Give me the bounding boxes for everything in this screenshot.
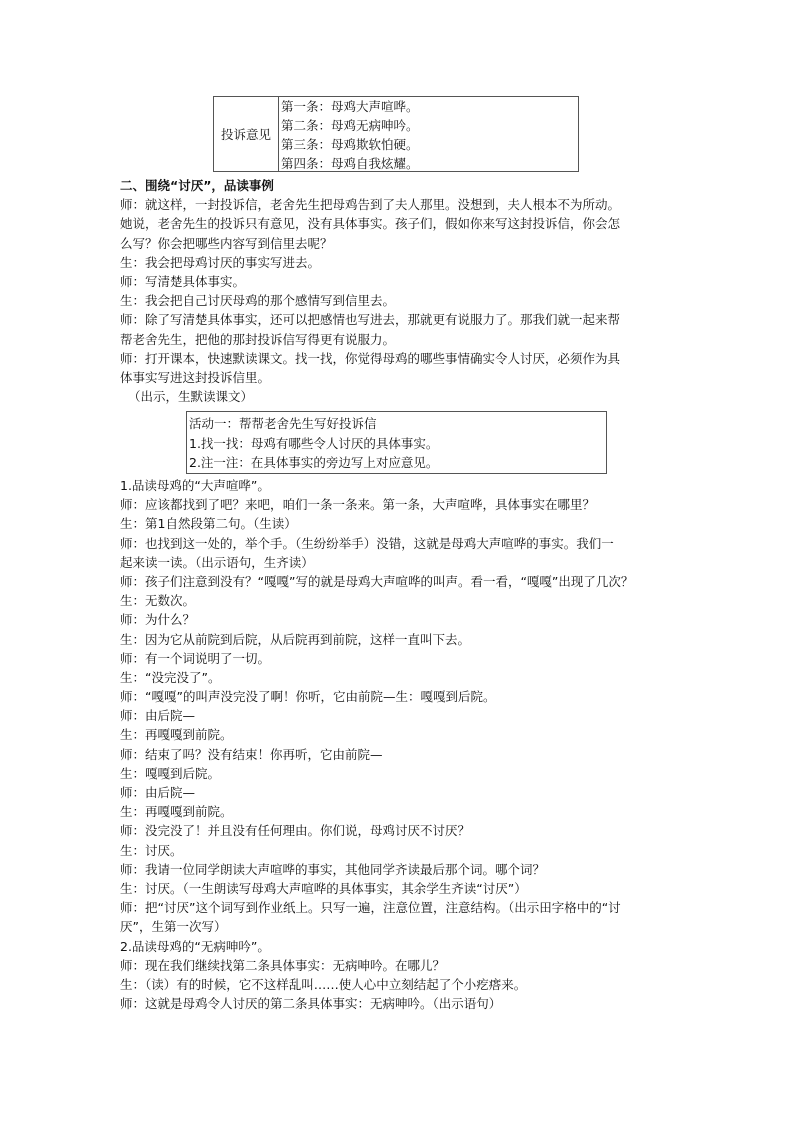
complaint-row: 第一条：母鸡大声喧哗。 — [281, 99, 419, 114]
text-line: 生：再嘎嘎到前院。 — [120, 804, 233, 820]
text-line: 师：应该都找到了吧？来吧，咱们一条一条来。第一条，大声喧哗，具体事实在哪里？ — [120, 497, 596, 513]
activity-line: 活动一：帮帮老舍先生写好投诉信 — [189, 416, 377, 431]
text-line: 生：讨厌。 — [120, 842, 183, 858]
complaint-row: 第二条：母鸡无病呻吟。 — [281, 118, 419, 133]
activity-line: 1.找一找：母鸡有哪些令人讨厌的具体事实。 — [189, 435, 439, 451]
text-line: 师：把“讨厌”这个词写到作业纸上。只写一遍，注意位置，注意结构。（出示田字格中的“讨 — [120, 900, 621, 916]
text-line: 师：写清楚具体事实。 — [120, 273, 246, 289]
text-line: 师：有一个词说明了一切。 — [120, 650, 271, 666]
body-text-upper — [120, 176, 680, 406]
complaint-row: 第四条：母鸡自我炫耀。 — [281, 156, 419, 171]
text-line: 师：没完没了！并且没有任何理由。你们说，母鸡讨厌不讨厌？ — [120, 823, 471, 839]
subheading: 1.品读母鸡的“大声喧哗”。 — [120, 478, 270, 493]
activity-line: 2.注一注：在具体事实的旁边写上对应意见。 — [189, 455, 439, 471]
complaint-table — [213, 96, 579, 172]
text-line: 生：讨厌。（一生朗读写母鸡大声喧哗的具体事实，其余学生齐读“讨厌”） — [120, 880, 527, 896]
text-line: 师：也找到这一处的，举个手。（生纷纷举手）没错，这就是母鸡大声喧哗的事实。我们一 — [120, 535, 614, 551]
subheading: 2.品读母鸡的“无病呻吟”。 — [120, 938, 270, 954]
section-heading: 二、围绕“讨厌”，品读事例 — [120, 178, 274, 193]
text-line: 生：再嘎嘎到前院。 — [120, 727, 233, 743]
text-line: 师：孩子们注意到没有？“嘎嘎”写的就是母鸡大声喧哗的叫声。看一看，“嘎嘎”出现了几次？ — [120, 573, 634, 589]
text-line: 师：我请一位同学朗读大声喧哗的事实，其他同学齐读最后那个词。哪个词？ — [120, 861, 546, 877]
text-line: 生：我会把母鸡讨厌的事实写进去。 — [120, 254, 321, 270]
text-line: 生：第1自然段第二句。（生读） — [120, 516, 297, 532]
text-line: 师：打开课本，快速默读课文。找一找，你觉得母鸡的哪些事情确实令人讨厌，必须作为具 — [120, 350, 621, 366]
text-line: 生：我会把自己讨厌母鸡的那个感情写到信里去。 — [120, 293, 396, 309]
text-line: 师：现在我们继续找第二条具体事实：无病呻吟。在哪儿？ — [120, 957, 446, 973]
text-line: 师：由后院— — [120, 708, 196, 724]
body-text-lower — [120, 476, 690, 1013]
text-line: 生：（读）有的时候，它不这样乱叫……使人心中立刻结起了个小疙瘩来。 — [120, 976, 527, 992]
text-line: （出示，生默读课文） — [128, 389, 254, 405]
text-line: 师：除了写清楚具体事实，还可以把感情也写进去，那就更有说服力了。那我们就一起来帮 — [120, 312, 621, 328]
text-line: 生：因为它从前院到后院，从后院再到前院，这样一直叫下去。 — [120, 631, 471, 647]
text-line: 师：结束了吗？没有结束！你再听，它由前院— — [120, 746, 383, 762]
text-line: 生：无数次。 — [120, 593, 196, 609]
text-line: 么写？你会把哪些内容写到信里去呢？ — [120, 235, 333, 251]
text-line: 生：“没完没了”。 — [120, 669, 221, 685]
text-line: 师：这就是母鸡令人讨厌的第二条具体事实：无病呻吟。（出示语句） — [120, 996, 502, 1012]
text-line: 师：就这样，一封投诉信，老舍先生把母鸡告到了夫人那里。没想到，夫人根本不为所动。 — [120, 197, 621, 213]
text-line: 体事实写进这封投诉信里。 — [120, 369, 271, 385]
text-line: 她说，老舍先生的投诉只有意见，没有具体事实。孩子们，假如你来写这封投诉信，你会怎 — [120, 216, 621, 232]
complaint-table-rows — [280, 97, 578, 173]
text-line: 帮老舍先生，把他的那封投诉信写得更有说服力。 — [120, 331, 396, 347]
complaint-row: 第三条：母鸡欺软怕硬。 — [281, 137, 419, 152]
text-line: 师：由后院— — [120, 785, 196, 800]
text-line: 生：嘎嘎到后院。 — [120, 765, 221, 781]
activity-box — [186, 411, 607, 474]
complaint-table-label: 投诉意见 — [214, 97, 279, 171]
text-line: 师：“嘎嘎”的叫声没完没了啊！你听，它由前院—生：嘎嘎到后院。 — [120, 689, 496, 705]
text-line: 厌”，生第一次写） — [120, 919, 227, 935]
text-line: 起来读一读。（出示语句，生齐读） — [120, 554, 314, 570]
text-line: 师：为什么？ — [120, 612, 196, 628]
